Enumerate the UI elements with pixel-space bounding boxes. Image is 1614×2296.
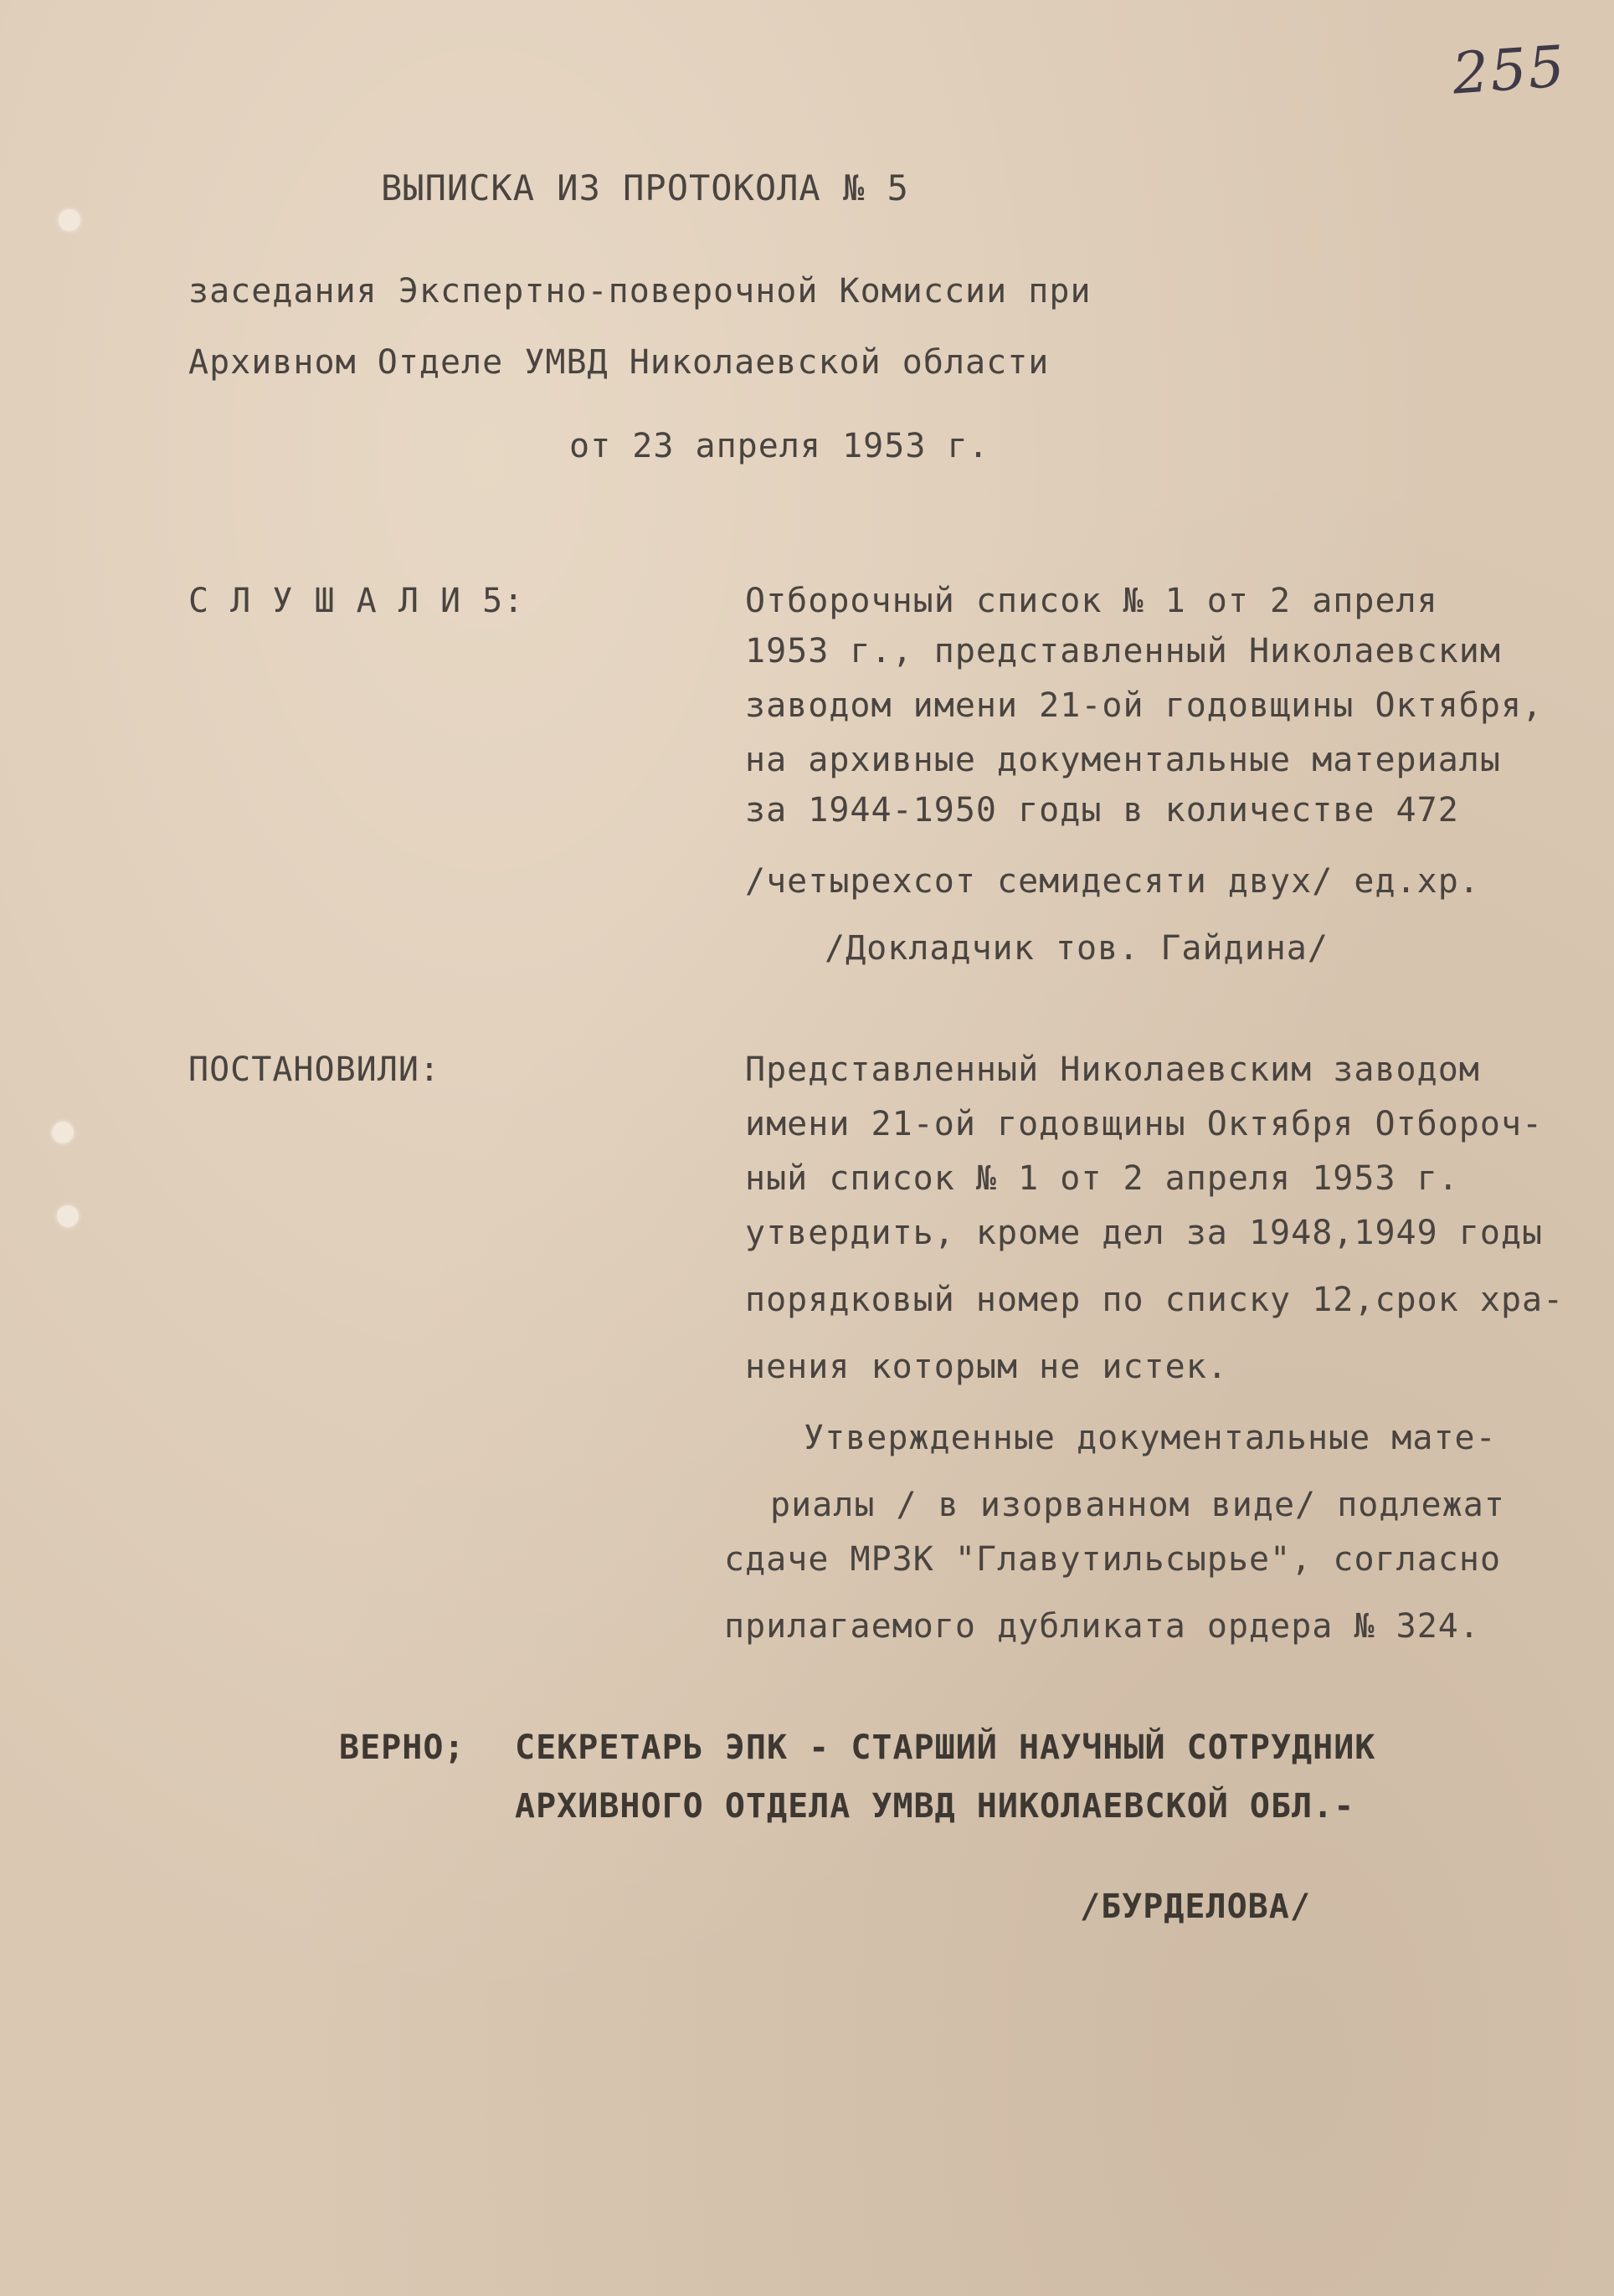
subtitle-line: Архивном Отделе УМВД Николаевской области bbox=[188, 343, 1050, 382]
resolved-line: прилагаемого дубликата ордера № 324. bbox=[724, 1607, 1480, 1646]
certification-label: ВЕРНО; bbox=[339, 1728, 465, 1767]
certification-line: СЕКРЕТАРЬ ЭПК - СТАРШИЙ НАУЧНЫЙ СОТРУДНИК bbox=[515, 1728, 1376, 1767]
heard-line: Отборочный список № 1 от 2 апреля bbox=[745, 582, 1438, 620]
resolved-line: утвердить, кроме дел за 1948,1949 годы bbox=[745, 1214, 1544, 1252]
resolved-line: нения которым не истек. bbox=[745, 1348, 1228, 1386]
resolved-line: Утвержденные документальные мате- bbox=[804, 1419, 1497, 1457]
heard-line: за 1944-1950 годы в количестве 472 bbox=[745, 791, 1459, 830]
page-number: 255 bbox=[1450, 33, 1569, 108]
resolved-line: имени 21-ой годовщины Октября Отбороч- bbox=[745, 1105, 1544, 1143]
meeting-date: от 23 апреля 1953 г. bbox=[569, 427, 989, 465]
heard-line: /четырехсот семидесяти двух/ ед.хр. bbox=[745, 862, 1480, 901]
resolved-line: риалы / в изорванном виде/ подлежат bbox=[770, 1486, 1505, 1524]
heard-line: 1953 г., представленный Николаевским bbox=[745, 632, 1501, 670]
punch-hole bbox=[59, 209, 80, 231]
certification-line: АРХИВНОГО ОТДЕЛА УМВД НИКОЛАЕВСКОЙ ОБЛ.- bbox=[515, 1787, 1355, 1826]
heard-line: заводом имени 21-ой годовщины Октября, bbox=[745, 686, 1544, 725]
resolved-label: ПОСТАНОВИЛИ: bbox=[188, 1050, 440, 1089]
signature-name: /БУРДЕЛОВА/ bbox=[1080, 1888, 1311, 1926]
document-title: ВЫПИСКА ИЗ ПРОТОКОЛА № 5 bbox=[381, 167, 909, 208]
speaker-line: /Докладчик тов. Гайдина/ bbox=[825, 929, 1329, 968]
subtitle-line: заседания Экспертно-поверочной Комиссии при bbox=[188, 272, 1092, 311]
resolved-line: ный список № 1 от 2 апреля 1953 г. bbox=[745, 1159, 1459, 1198]
resolved-line: порядковый номер по списку 12,срок хра- bbox=[745, 1281, 1565, 1319]
heard-label: С Л У Ш А Л И 5: bbox=[188, 582, 525, 620]
resolved-line: сдаче МРЗК "Главутильсырье", согласно bbox=[724, 1540, 1502, 1579]
heard-line: на архивные документальные материалы bbox=[745, 741, 1501, 779]
punch-hole bbox=[57, 1205, 79, 1227]
resolved-line: Представленный Николаевским заводом bbox=[745, 1050, 1480, 1089]
punch-hole bbox=[52, 1122, 74, 1143]
